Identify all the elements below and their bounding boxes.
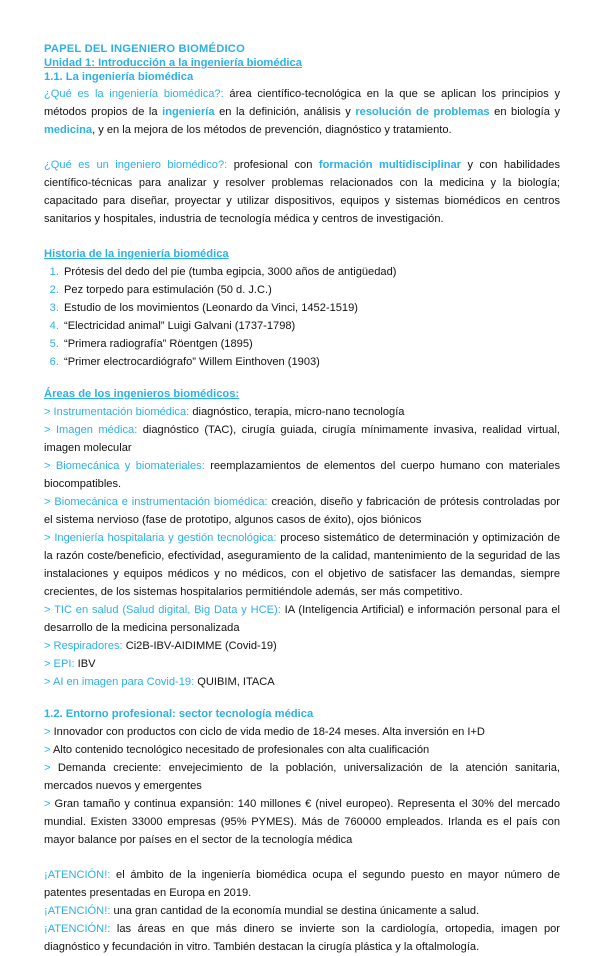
- attention-note: ¡ATENCIÓN!: una gran cantidad de la economía mundial se destina únicamente a salud.: [44, 905, 480, 917]
- area-item: > Biomecánica e instrumentación biomédica: creación, diseño y fabricación de prótesis controladas por el sistema nervioso (fase de prototipo, algunos casos de éxito), ojos biónicos: [44, 496, 560, 526]
- highlight-term: medicina: [44, 124, 93, 136]
- highlight-term: ingeniería: [162, 106, 215, 118]
- sector-item: > Alto contenido tecnológico necesitado de profesionales con alta cualificación: [44, 744, 430, 756]
- sector-item: > Innovador con productos con ciclo de vida medio de 18-24 meses. Alta inversión en I+D: [44, 726, 485, 738]
- paragraph-engineer: ¿Qué es un ingeniero biomédico?: profesional con formación multidisciplinar y con habilidades científico-técnicas para analizar y resolver problemas relacionados con la medicina y la biología; capacitado para diseñar, proyectar y utilizar dispositivos, equipos y sistemas biomédicos en centros sanitarios y hospitales, industria de tecnología médica y centros de investigación.: [44, 159, 561, 225]
- sector-item: > Demanda creciente: envejecimiento de la población, universalización de la atención sanitaria, mercados nuevos y emergentes: [44, 762, 560, 792]
- attention-note: ¡ATENCIÓN!: el ámbito de la ingeniería biomédica ocupa el segundo puesto en mayor número de patentes presentadas en Europa en 2019.: [44, 869, 560, 899]
- list-item: 5. “Primera radiografía” Röentgen (1895): [62, 335, 560, 353]
- document-heading: PAPEL DEL INGENIERO BIOMÉDICO: [44, 43, 245, 55]
- list-item: 4. “Electricidad animal” Luigi Galvani (1737-1798): [62, 317, 560, 335]
- area-item: > Biomecánica y biomateriales: reemplazamientos de elementos del cuerpo humano con materiales biocompatibles.: [44, 460, 560, 490]
- list-item: 2. Pez torpedo para estimulación (50 d. J.C.): [62, 281, 560, 299]
- history-list: [44, 263, 560, 371]
- areas-title: Áreas de los ingenieros biomédicos:: [44, 388, 240, 400]
- highlight-term: resolución de problemas: [355, 106, 490, 118]
- highlight-term: formación multidisciplinar: [318, 159, 461, 171]
- list-item: 3. Estudio de los movimientos (Leonardo da Vinci, 1452-1519): [62, 299, 560, 317]
- attention-note: ¡ATENCIÓN!: las áreas en que más dinero se invierte son la cardiología, ortopedia, imagen por diagnóstico y fecundación in vitro. También destacan la cirugía plástica y la oftalmología.: [44, 923, 560, 953]
- area-item: > Imagen médica: diagnóstico (TAC), cirugía guiada, cirugía mínimamente invasiva, realidad virtual, imagen molecular: [44, 424, 560, 454]
- list-item: 6. “Primer electrocardiógrafo” Willem Einthoven (1903): [62, 353, 560, 371]
- unit-title: Unidad 1: Introducción a la ingeniería biomédica: [44, 57, 302, 69]
- sector-item: > Gran tamaño y continua expansión: 140 millones € (nivel europeo). Representa el 30% del mercado mundial. Existen 33000 empresas (95% PYMES). Más de 760000 empleados. Irlanda es el país con mayor balance por países en el sector de la tecnología médica: [44, 798, 560, 846]
- area-item: > AI en imagen para Covid-19: QUIBIM, ITACA: [44, 676, 275, 688]
- section-title: 1.1. La ingeniería biomédica: [44, 71, 194, 83]
- area-item: > TIC en salud (Salud digital, Big Data y HCE): IA (Inteligencia Artificial) e información personal para el desarrollo de la medicina personalizada: [44, 604, 560, 634]
- question-label: ¿Qué es un ingeniero biomédico?:: [44, 159, 228, 171]
- history-title: Historia de la ingeniería biomédica: [44, 248, 229, 260]
- paragraph-definition: ¿Qué es la ingeniería biomédica?: área científico-tecnológica en la que se aplican los principios y métodos propios de la ingeniería en la definición, análisis y resolución de problemas en biología y medicina, y en la mejora de los métodos de prevención, diagnóstico y tratamiento.: [44, 88, 561, 136]
- area-item: > Instrumentación biomédica: diagnóstico, terapia, micro-nano tecnología: [44, 406, 405, 418]
- section-title: 1.2. Entorno profesional: sector tecnología médica: [44, 708, 314, 720]
- area-item: > Ingeniería hospitalaria y gestión tecnológica: proceso sistemático de determinación y optimización de la razón coste/beneficio, efectividad, aseguramiento de la calidad, mantenimiento de la seguridad de las instalaciones y equipos médicos y no médicos, con el objetivo de satisfacer las demandas, siempre crecientes, de los sistemas hospitalarios permitiéndole además, ser más competitivo.: [44, 532, 560, 598]
- area-item: > EPI: IBV: [44, 658, 96, 670]
- question-label: ¿Qué es la ingeniería biomédica?:: [44, 88, 224, 100]
- area-item: > Respiradores: Ci2B-IBV-AIDIMME (Covid-19): [44, 640, 277, 652]
- list-item: 1. Prótesis del dedo del pie (tumba egipcia, 3000 años de antigüedad): [62, 263, 560, 281]
